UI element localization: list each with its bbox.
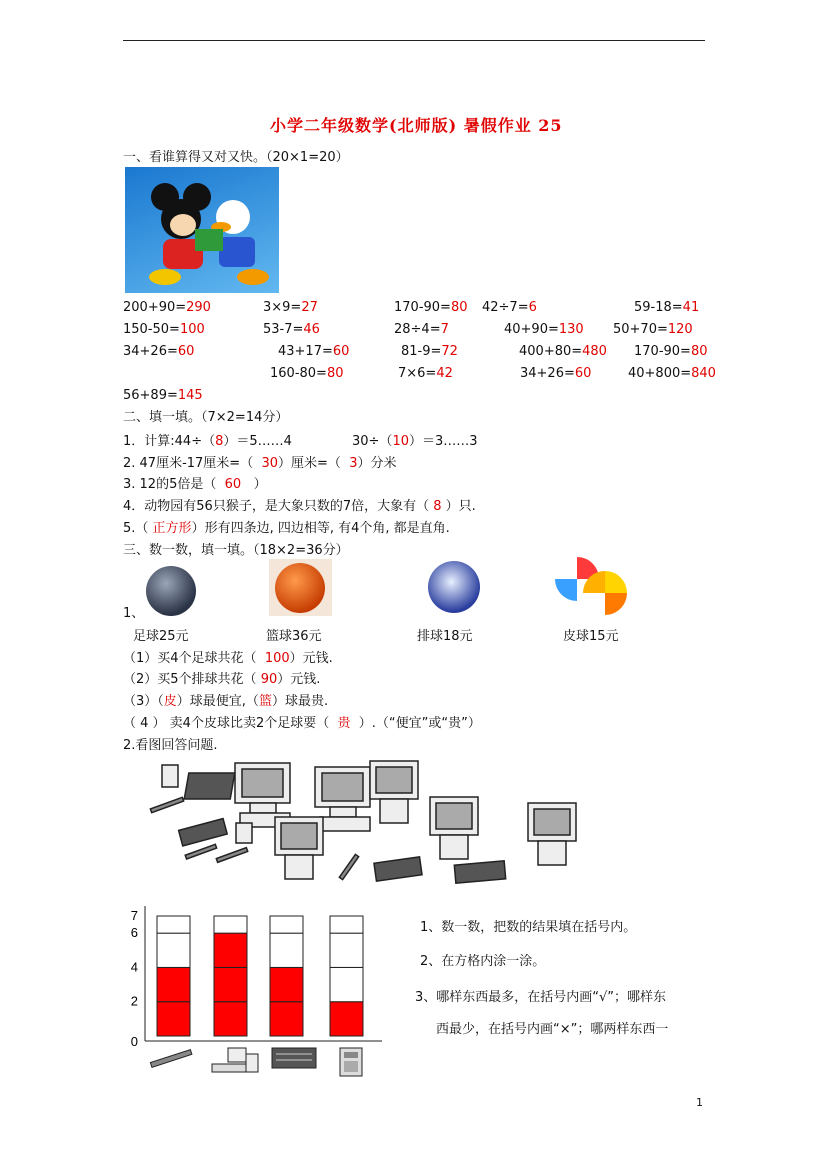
q4 [123, 712, 481, 731]
problem [270, 366, 344, 381]
cartoon-image [125, 167, 279, 293]
text: ）＝5……4 [223, 434, 292, 449]
answer[interactable]: 贵 [337, 716, 351, 731]
problem-answer[interactable]: 100 [179, 322, 205, 337]
problem-answer[interactable]: 80 [326, 366, 344, 381]
y-tick-label: 2 [130, 993, 138, 1009]
bar-chart [120, 898, 390, 1083]
bar-cell-empty [157, 933, 190, 967]
problem-text: 3×9= [263, 300, 302, 315]
problem-text: 170-90= [394, 300, 451, 315]
bars [157, 916, 363, 1036]
text: 4．动物园有56只猴子，是大象只数的7倍，大象有（ [123, 499, 430, 514]
computer-icon [430, 797, 478, 859]
problem [278, 344, 349, 359]
text: ）厘米=（ [278, 456, 341, 471]
beachball-image [555, 557, 627, 615]
text: ）元钱. [289, 651, 333, 666]
problem-answer[interactable]: 41 [682, 300, 700, 315]
problem [628, 366, 716, 381]
problem-text: 400+80= [519, 344, 583, 359]
ball-label-football: 足球25元 [133, 629, 189, 644]
ball-label-volleyball: 排球18元 [417, 629, 473, 644]
problem-text: 40+90= [504, 322, 559, 337]
bar-cell-filled [214, 933, 247, 967]
problem [482, 300, 537, 315]
problem [263, 300, 318, 315]
problem-answer[interactable]: 7 [440, 322, 449, 337]
text: （ 4 ） 卖4个皮球比卖2个足球要（ [123, 716, 330, 731]
problem-answer[interactable]: 27 [301, 300, 318, 315]
bar-cell-filled [157, 967, 190, 1001]
bar-cell-empty [330, 967, 363, 1001]
bar-cell-empty [330, 933, 363, 967]
answer[interactable]: 3 [349, 456, 358, 471]
problem [263, 322, 320, 337]
answer[interactable]: 8 [215, 434, 224, 449]
problem-answer[interactable]: 120 [667, 322, 693, 337]
problem [394, 300, 468, 315]
problem-answer[interactable]: 46 [303, 322, 320, 337]
problem [519, 344, 607, 359]
basketball [275, 563, 325, 613]
text: （1）买4个足球共花（ [123, 651, 257, 666]
answer[interactable]: 篮 [258, 694, 272, 709]
ball-label-basketball: 篮球36元 [266, 629, 322, 644]
keyboard-icon [272, 1048, 316, 1068]
problem-text: 50+70= [613, 322, 668, 337]
bar-cell-empty [270, 916, 303, 933]
computer-icon [275, 817, 323, 879]
ball-b [583, 571, 627, 615]
y-ticks [131, 908, 138, 1049]
text: ）分米 [357, 456, 397, 471]
text: ）形有四条边, 四边相等, 有4个角, 都是直角. [191, 521, 450, 536]
answer[interactable]: 皮 [163, 694, 177, 709]
problem-answer[interactable]: 480 [582, 344, 607, 359]
computer-icon [370, 761, 418, 823]
text: （3）（ [123, 694, 164, 709]
text: 1．计算:44÷（ [123, 434, 216, 449]
problem [520, 366, 591, 381]
answer[interactable]: 正方形 [152, 521, 192, 536]
football-image [146, 566, 196, 616]
bar-cell-filled [270, 967, 303, 1001]
text: 2. 47厘米-17厘米=（ [123, 456, 254, 471]
fill-line-3 [123, 473, 267, 492]
text: ）只. [445, 499, 476, 514]
y-tick-label: 6 [130, 925, 138, 941]
objects-scene [140, 755, 590, 890]
problem [634, 344, 708, 359]
bar-cell-filled [270, 1002, 303, 1036]
bar-cell-filled [157, 1002, 190, 1036]
problem-text: 200+90= [123, 300, 187, 315]
problem [613, 322, 693, 337]
text: ）.（“便宜”或“贵”） [358, 716, 481, 731]
fill-line-4 [123, 495, 476, 514]
calculator-icon [340, 1048, 362, 1076]
problem-text: 59-18= [634, 300, 683, 315]
bar-cell-filled [330, 1002, 363, 1036]
y-tick-label: 0 [130, 1034, 138, 1049]
problem [504, 322, 584, 337]
problem-answer[interactable]: 42 [436, 366, 453, 381]
problem [123, 344, 194, 359]
y-tick-label: 7 [130, 908, 138, 923]
pencil-icon [150, 1050, 191, 1068]
problem-text: 7×6= [398, 366, 437, 381]
q2 [123, 668, 320, 687]
problem-answer[interactable]: 840 [691, 366, 716, 381]
category-icons [150, 1048, 362, 1076]
problem [123, 300, 211, 315]
answer[interactable]: 10 [392, 434, 409, 449]
text: （2）买5个排球共花（ [123, 672, 257, 687]
fill-line-1b [352, 430, 478, 449]
problem [401, 344, 458, 359]
q1 [123, 647, 333, 666]
item-number: 1、 [123, 606, 145, 621]
problem-answer[interactable]: 60 [574, 366, 592, 381]
bar-cell-empty [270, 933, 303, 967]
q3 [123, 690, 328, 709]
problem-answer[interactable]: 80 [450, 300, 468, 315]
volleyball-image [428, 561, 480, 613]
answer[interactable]: 100 [264, 651, 290, 666]
bar-cell-filled [214, 967, 247, 1001]
problem-answer[interactable]: 80 [690, 344, 708, 359]
text: 3. 12的5倍是（ [123, 477, 217, 492]
text: ）元钱. [277, 672, 321, 687]
problem [634, 300, 699, 315]
answer[interactable]: 30 [261, 456, 279, 471]
problem-text: 28÷4= [394, 322, 441, 337]
ball-label-beachball: 皮球15元 [563, 629, 619, 644]
text: ）＝3……3 [408, 434, 478, 449]
problem-answer[interactable]: 72 [441, 344, 458, 359]
sub-question-2: 2.看图回答问题. [123, 738, 218, 753]
text: ）球最贵. [271, 694, 329, 709]
problem-answer[interactable]: 60 [332, 344, 350, 359]
bar-cell-empty [157, 916, 190, 933]
problem-text: 160-80= [270, 366, 327, 381]
text: ）球最便宜,（ [176, 694, 259, 709]
computer-icon [212, 1048, 258, 1072]
instruction-2: 2、在方格内涂一涂。 [420, 954, 546, 969]
section1-heading: 一、看谁算得又对又快。（20×1=20） [123, 150, 349, 165]
page-title: 小学二年级数学(北师版) 暑假作业 25 [270, 116, 563, 135]
instruction-1: 1、数一数，把数的结果填在括号内。 [420, 920, 637, 935]
problem-answer[interactable]: 290 [186, 300, 211, 315]
problem [394, 322, 449, 337]
problem-text: 81-9= [401, 344, 442, 359]
fill-line-5 [123, 517, 450, 536]
problem-text: 34+26= [123, 344, 178, 359]
section3-heading: 三、数一数，填一填。（18×2=36分） [123, 543, 349, 558]
instruction-3-cont: 西最少，在括号内画“×”；哪两样东西一 [436, 1022, 669, 1037]
problem [123, 388, 203, 403]
top-rule [123, 40, 705, 41]
problem-text: 42÷7= [482, 300, 529, 315]
text: 30÷（ [352, 434, 393, 449]
problem-text: 43+17= [278, 344, 333, 359]
answer[interactable]: 60 [224, 477, 242, 492]
text: 5.（ [123, 521, 149, 536]
problem-text: 34+26= [520, 366, 575, 381]
problem-answer[interactable]: 145 [177, 388, 203, 403]
bar-cell-filled [214, 1002, 247, 1036]
instruction-3: 3、哪样东西最多，在括号内画“√”；哪样东 [415, 990, 667, 1005]
y-tick-label: 4 [130, 959, 138, 975]
problem-text: 170-90= [634, 344, 691, 359]
basketball-image [269, 559, 332, 616]
problem-answer[interactable]: 60 [177, 344, 195, 359]
problem [398, 366, 453, 381]
fill-line-2 [123, 452, 397, 471]
problem-text: 40+800= [628, 366, 692, 381]
bar-cell-empty [330, 916, 363, 933]
problem-answer[interactable]: 130 [558, 322, 584, 337]
answer[interactable]: 8 [433, 499, 442, 514]
section2-heading: 二、填一填。（7×2=14分） [123, 410, 289, 425]
problem-text: 56+89= [123, 388, 178, 403]
answer[interactable]: 90 [260, 672, 278, 687]
problem [123, 322, 205, 337]
problem-answer[interactable]: 6 [528, 300, 537, 315]
problem-text: 150-50= [123, 322, 180, 337]
bar-cell-empty [214, 916, 247, 933]
computer-icon [528, 803, 576, 865]
text: ） [253, 477, 267, 492]
page-number: 1 [696, 1096, 703, 1109]
fill-line-1 [123, 430, 292, 449]
problem-text: 53-7= [263, 322, 304, 337]
